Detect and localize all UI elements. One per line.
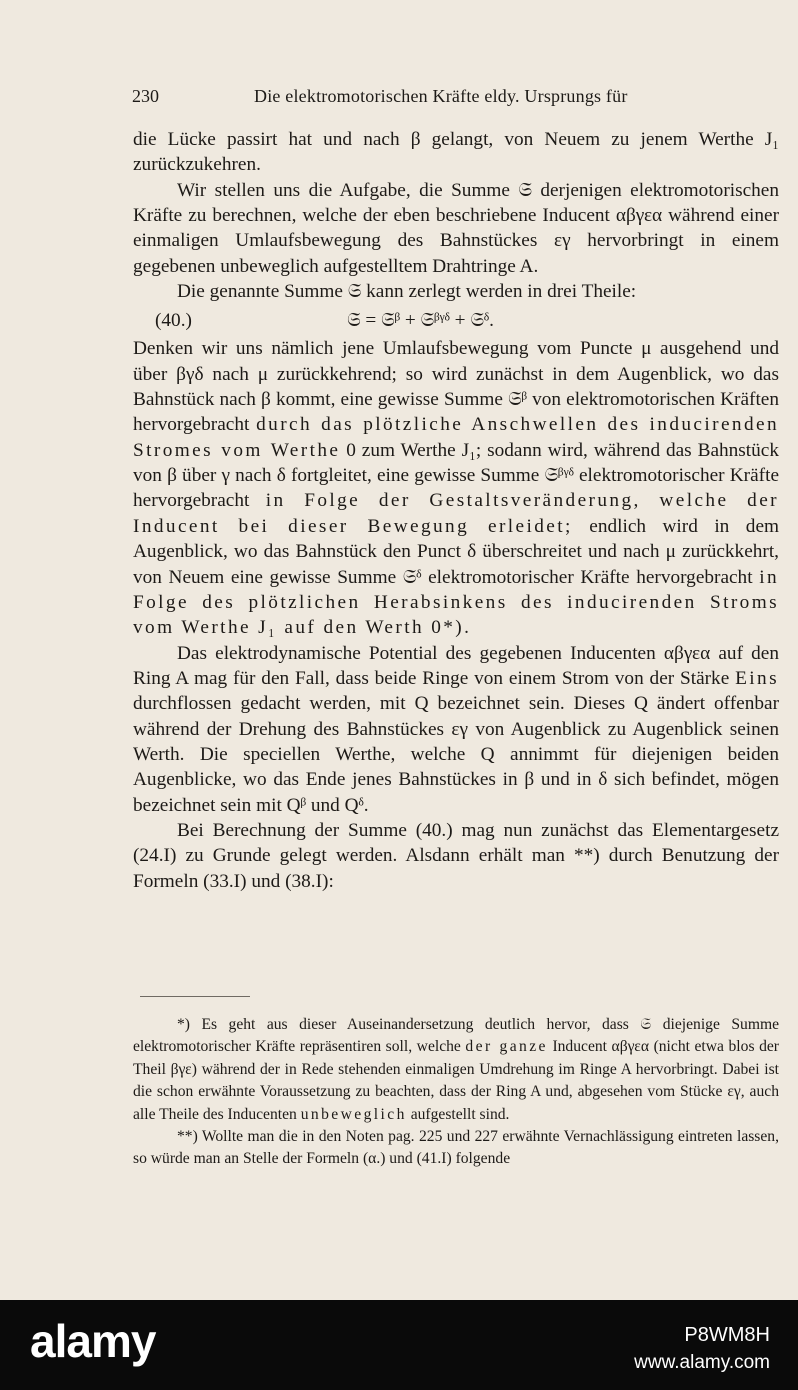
equation-40 <box>133 306 779 336</box>
paragraph-5-part-c: durchflossen gedacht werden, mit Q bezeichnet sein. Dieses Q ändert offenbar während der Drehung des Bahnstückes εγ von Augenblick zu Augenblick seinen Werth. Die speciellen Werthe, welche Q annimmt für diejenigen beiden Augenblicke, wo das Ende jenes Bahnstückes in β und in δ sich befindet, mögen bezeichnet sein mit Qᵝ und Qᵟ. <box>133 693 779 816</box>
paragraph-5 <box>133 641 779 818</box>
watermark-banner <box>0 1300 798 1390</box>
paragraph-5-part-a: Das elektrodynamische Potential des gegebenen Inducenten αβγεα auf den Ring A mag für den Fall, dass beide Ringe von einem Strom von der Stärke <box>133 642 779 689</box>
equation-number: (40.) <box>155 310 192 332</box>
running-title: Die elektromotorischen Kräfte eldy. Ursprungs für <box>254 86 628 106</box>
footnote-1-emphasis-1: der ganze <box>465 1038 548 1056</box>
paragraph-4-emphasis-1: durch das plötzliche Anschwellen des inducirenden Stromes vom Werthe <box>133 414 779 461</box>
footnote-1-part-a: *) Es geht aus dieser Auseinandersetzung deutlich hervor, dass 𝔖 diejenige Summe elektromotorischer Kräfte repräsentiren soll, welche <box>133 1016 779 1056</box>
footnote-1-part-e: aufgestellt sind. <box>410 1105 510 1123</box>
paragraph-4-emphasis-2: in Folge der Gestaltsveränderung, welche der Inducent bei dieser Bewegung erleidet; <box>133 490 779 537</box>
paragraph-3: Die genannte Summe 𝔖 kann zerlegt werden in drei Theile: <box>177 281 637 303</box>
page-header <box>132 86 772 112</box>
paragraph-4 <box>133 336 779 640</box>
footnote-1 <box>133 1014 779 1126</box>
paragraph-2: Wir stellen uns die Aufgabe, die Summe 𝔖 derjenigen elektromotorischen Kräfte zu berechnen, welche der eben beschriebene Inducent αβγεα während einer einmaligen Umlaufsbewegung des Bahnstückes εγ hervorbringt in einem gegebenen unbeweglich aufgestelltem Drahtringe A. <box>133 179 779 277</box>
paragraph-4-part-a: Denken wir uns nämlich jene Umlaufsbewegung vom Puncte μ ausgehend und über βγδ nach μ zurückkehrend; so wird zunächst in dem Augenblick, wo das Bahnstück nach β kommt, eine gewisse Summe 𝔖ᵝ von elektromotorischen Kräften hervorgebracht <box>133 338 779 436</box>
image-code: P8WM8H <box>684 1324 770 1346</box>
footnote-1-part-c: Inducent αβγεα (nicht etwa blos der Theil βγε) während der in Rede stehenden einmaligen Umdrehung im Ringe A hervorbringt. Dabei ist die schon erwähnte Voraussetzung zu beachten, dass der Ring A und, abgesehen vom Stücke εγ, auch alle Theile des Inducenten <box>133 1038 779 1123</box>
paragraph-6: Bei Berechnung der Summe (40.) mag nun zunächst das Elementargesetz (24.I) zu Grunde gelegt werden. Alsdann erhält man **) durch Benutzung der Formeln (33.I) und (38.I): <box>133 819 779 892</box>
paragraph-4-emphasis-3: in Folge des plötzlichen Herabsinkens des inducirenden Stroms vom Werthe J₁ auf den Werth 0*). <box>133 566 779 639</box>
alamy-logo: alamy <box>30 1315 156 1367</box>
main-text <box>133 127 779 894</box>
footnotes <box>133 1014 779 1171</box>
paragraph-4-part-c: 0 zum Werthe J₁; sodann wird, während das Bahnstück von β über γ nach δ fortgleitet, eine gewisse Summe 𝔖ᵝᵞᵟ elektromotorischer Kräfte hervorgebracht <box>133 439 779 512</box>
paragraph-5-emphasis: Eins <box>735 667 779 689</box>
page-number: 230 <box>132 86 159 106</box>
paragraph-4-part-e: endlich wird in dem Augenblick, wo das Bahnstück den Punct δ überschreitet und nach μ zurückkehrt, von Neuem eine gewisse Summe 𝔖ᵟ elektromotorischer Kräfte hervorgebracht <box>133 515 779 588</box>
footnote-1-emphasis-2: unbeweglich <box>300 1105 407 1123</box>
footnote-2: **) Wollte man die in den Noten pag. 225 und 227 erwähnte Vernachlässigung eintreten lassen, so würde man an Stelle der Formeln (α.) und (41.I) folgende <box>133 1128 779 1168</box>
footnote-divider <box>140 996 250 997</box>
paragraph-1: die Lücke passirt hat und nach β gelangt, von Neuem zu jenem Werthe J₁ zurückzukehren. <box>133 129 779 176</box>
equation-body: 𝔖 = 𝔖ᵝ + 𝔖ᵝᵞᵟ + 𝔖ᵟ. <box>347 310 494 332</box>
source-url: www.alamy.com <box>634 1352 770 1373</box>
